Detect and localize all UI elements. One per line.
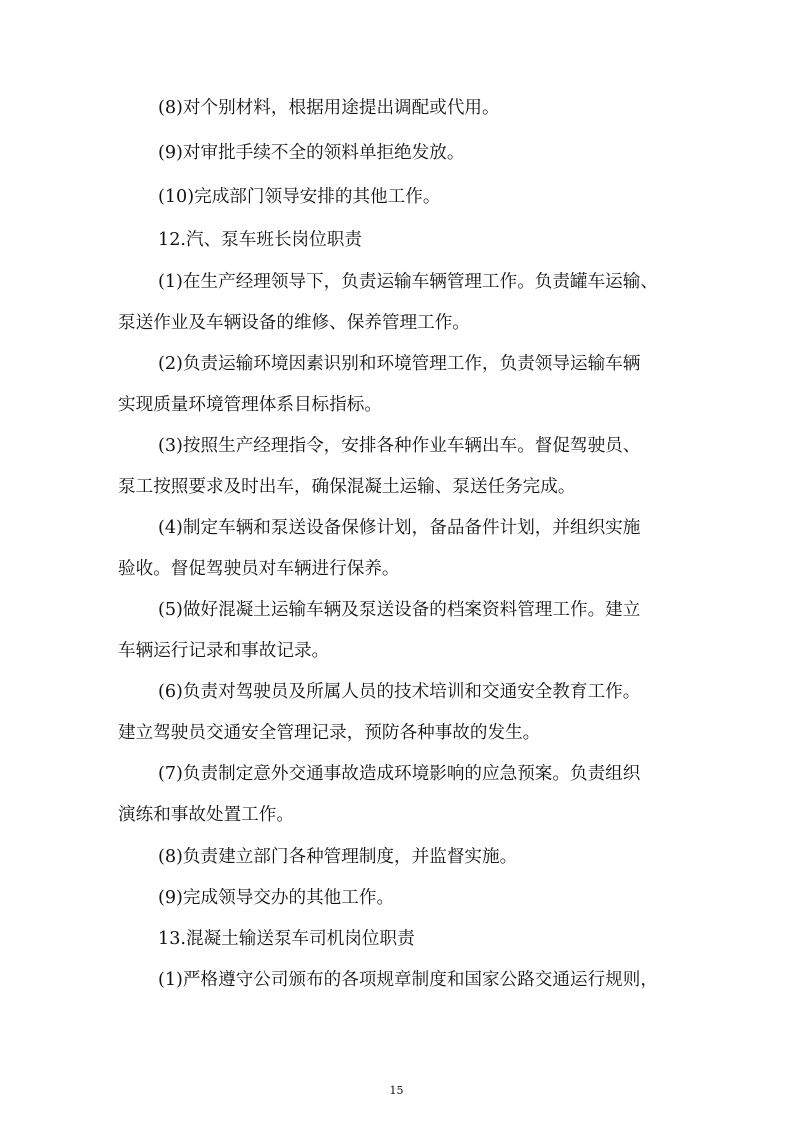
text-line-1: (8)对个别材料，根据用途提出调配或代用。 — [158, 98, 500, 118]
text-line-13: (5)做好混凝土运输车辆及泵送设备的档案资料管理工作。建立 — [158, 600, 641, 620]
text-line-10: 泵工按照要求及时出车，确保混凝土运输、泵送任务完成。 — [118, 477, 576, 497]
text-line-18: 演练和事故处置工作。 — [118, 805, 294, 825]
section-heading-12: 12.汽、泵车班长岗位职责 — [158, 230, 362, 250]
text-line-7: (2)负责运输环境因素识别和环境管理工作，负责领导运输车辆 — [158, 354, 641, 374]
text-line-22: (1)严格遵守公司颁布的各项规章制度和国家公路交通运行规则， — [158, 970, 658, 990]
page-number: 15 — [389, 1084, 404, 1097]
text-line-12: 验收。督促驾驶员对车辆进行保养。 — [118, 559, 400, 579]
text-line-14: 车辆运行记录和事故记录。 — [118, 641, 330, 661]
text-line-3: (10)完成部门领导安排的其他工作。 — [158, 187, 441, 207]
text-line-8: 实现质量环境管理体系目标指标。 — [118, 395, 382, 415]
text-line-11: (4)制定车辆和泵送设备保修计划，备品备件计划，并组织实施 — [158, 518, 641, 538]
text-line-16: 建立驾驶员交通安全管理记录，预防各种事故的发生。 — [118, 723, 541, 743]
text-line-2: (9)对审批手续不全的领料单拒绝发放。 — [158, 143, 465, 163]
text-line-20: (9)完成领导交办的其他工作。 — [158, 888, 395, 908]
text-line-6: 泵送作业及车辆设备的维修、保养管理工作。 — [118, 313, 470, 333]
text-line-19: (8)负责建立部门各种管理制度，并监督实施。 — [158, 847, 518, 867]
text-line-9: (3)按照生产经理指令，安排各种作业车辆出车。督促驾驶员、 — [158, 436, 641, 456]
text-line-5: (1)在生产经理领导下，负责运输车辆管理工作。负责罐车运输、 — [158, 272, 658, 292]
section-heading-13: 13.混凝土输送泵车司机岗位职责 — [158, 929, 415, 949]
text-line-15: (6)负责对驾驶员及所属人员的技术培训和交通安全教育工作。 — [158, 682, 641, 702]
text-line-17: (7)负责制定意外交通事故造成环境影响的应急预案。负责组织 — [158, 764, 641, 784]
